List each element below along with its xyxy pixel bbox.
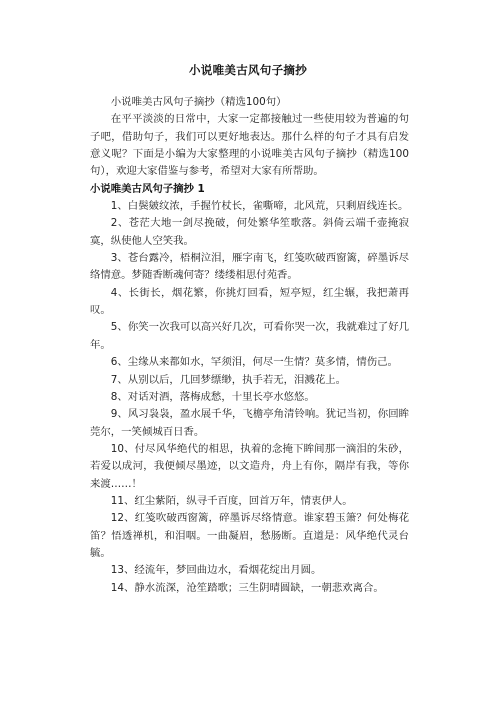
section-heading: 小说唯美古风句子摘抄 1 bbox=[90, 182, 205, 195]
list-item: 10、付尽风华绝代的相思，执着的念掩下眸间那一滴泪的朱砂，若爱以成河，我便倾尽墨迹，以文造舟，舟上有你，隔岸有我，等你来渡……！ bbox=[90, 442, 409, 490]
list-item: 8、对话对酒，落梅成愁，十里长亭水悠悠。 bbox=[110, 390, 315, 403]
list-item: 14、静水流深，沧笙踏歌；三生阴晴圆缺，一朝悲欢离合。 bbox=[110, 581, 384, 594]
list-item: 2、苍茫大地一剑尽挽破，何处繁华笙歌落。斜倚云端千壶掩寂寞，纵使他人空笑我。 bbox=[90, 217, 409, 247]
document-title: 小说唯美古风句子摘抄 bbox=[189, 63, 307, 77]
list-item: 3、苍台露冷，梧桐泣泪，雁字南飞，红笺吹破西窗篱，碎墨诉尽络情意。梦随香断魂何寄？缕缕相思付苑香。 bbox=[90, 252, 409, 282]
document-body bbox=[90, 94, 409, 597]
list-item: 9、风习袅袅，盈水展千华，飞檐亭角清铃响。犹记当初，你回眸莞尔，一笑倾城百日香。 bbox=[90, 408, 409, 438]
intro-paragraph: 在平平淡淡的日常中，大家一定都接触过一些使用较为普遍的句子吧，借助句子，我们可以更好地表达。那什么样的句子才具有启发意义呢？下面是小编为大家整理的小说唯美古风句子摘抄（精选100句），欢迎大家借鉴与参考，希望对大家有所帮助。 bbox=[90, 113, 409, 178]
list-item: 12、红笺吹破西窗篱，碎墨诉尽络情意。谁家碧玉箫？何处梅花笛？悟透禅机，和泪咽。一曲凝眉，愁肠断。直道是：风华绝代灵台毓。 bbox=[90, 512, 409, 559]
list-item: 11、红尘紫陌，纵寻千百度，回首万年，情衷伊人。 bbox=[110, 494, 353, 507]
list-item: 6、尘缘从来都如水，罕须泪，何尽一生情？莫多情，情伤己。 bbox=[110, 356, 398, 369]
list-item: 7、从别以后，几回梦缥缈，执手若无，泪溅花上。 bbox=[110, 373, 346, 386]
list-item: 5、你笑一次我可以高兴好几次，可看你哭一次，我就难过了好几年。 bbox=[90, 321, 409, 351]
list-item: 1、白鬓皴纹浓，手握竹杖长，雀嘶啼，北风荒，只剩眉线连长。 bbox=[110, 200, 409, 213]
list-item: 13、经流年，梦回曲边水，看烟花绽出月圆。 bbox=[110, 564, 322, 577]
list-item: 4、长街长，烟花繁，你挑灯回看，短亭短，红尘辗，我把萧再叹。 bbox=[90, 286, 409, 317]
subtitle-paragraph: 小说唯美古风句子摘抄（精选100句） bbox=[110, 96, 287, 108]
